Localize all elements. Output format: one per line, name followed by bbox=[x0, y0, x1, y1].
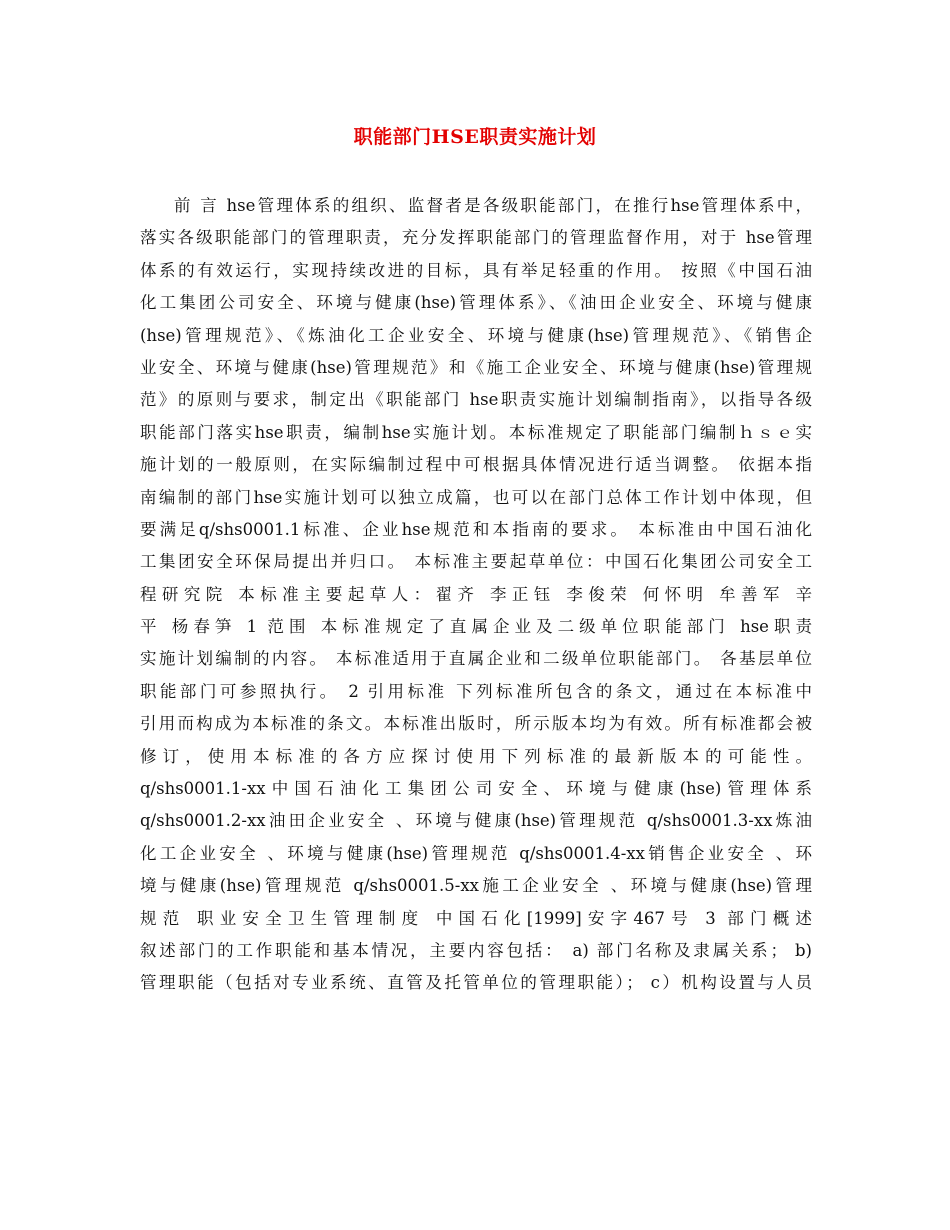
paragraph-line: 职能部门落实hse职责，编制hse实施计划。本标准规定了职能部门编制ｈｓｅ实 bbox=[140, 422, 812, 442]
paragraph-line: 叙述部门的工作职能和基本情况，主要内容包括： a) 部门名称及隶属关系； b) bbox=[140, 940, 812, 960]
paragraph-line: 境与健康(hse)管理规范 q/shs0001.5-xx施工企业安全 、环境与健康(hse)管理 bbox=[140, 876, 812, 896]
document-body bbox=[140, 190, 812, 1000]
paragraph-line: 平 杨春笋 1 范围 本标准规定了直属企业及二级单位职能部门 hse职责 bbox=[140, 617, 812, 637]
paragraph-line: 引用而构成为本标准的条文。本标准出版时，所示版本均为有效。所有标准都会被 bbox=[140, 714, 812, 734]
paragraph-line: 实施计划编制的内容。 本标准适用于直属企业和二级单位职能部门。 各基层单位 bbox=[140, 649, 812, 669]
paragraph-line: 范》的原则与要求，制定出《职能部门 hse职责实施计划编制指南》，以指导各级 bbox=[140, 390, 812, 410]
paragraph-line: 工集团安全环保局提出并归口。 本标准主要起草单位：中国石化集团公司安全工 bbox=[140, 552, 812, 572]
paragraph-line: 要满足q/shs0001.1标准、企业hse规范和本指南的要求。 本标准由中国石油化 bbox=[140, 519, 812, 539]
paragraph-line: 修订，使用本标准的各方应探讨使用下列标准的最新版本的可能性。 bbox=[140, 746, 812, 766]
paragraph-line: 落实各级职能部门的管理职责，充分发挥职能部门的管理监督作用，对于 hse管理 bbox=[140, 228, 812, 248]
paragraph-line: q/shs0001.1-xx中国石油化工集团公司安全、环境与健康(hse)管理体系 bbox=[140, 779, 812, 799]
paragraph-line: q/shs0001.2-xx油田企业安全 、环境与健康(hse)管理规范 q/shs0001.3-xx炼油 bbox=[140, 811, 812, 831]
paragraph-line: 管理职能（包括对专业系统、直管及托管单位的管理职能）； c）机构设置与人员 bbox=[140, 973, 812, 993]
paragraph-line: (hse)管理规范》、《炼油化工企业安全、环境与健康(hse)管理规范》、《销售企 bbox=[140, 325, 812, 345]
paragraph-line: 职能部门可参照执行。 2 引用标准 下列标准所包含的条文，通过在本标准中 bbox=[140, 681, 812, 701]
paragraph-line: 业安全、环境与健康(hse)管理规范》和《施工企业安全、环境与健康(hse)管理规 bbox=[140, 357, 812, 377]
paragraph-line: 南编制的部门hse实施计划可以独立成篇，也可以在部门总体工作计划中体现，但 bbox=[140, 487, 812, 507]
paragraph-line: 化工集团公司安全、环境与健康(hse)管理体系》、《油田企业安全、环境与健康 bbox=[140, 293, 812, 313]
paragraph-line: 前 言 hse管理体系的组织、监督者是各级职能部门，在推行hse管理体系中， bbox=[174, 196, 812, 215]
paragraph-line: 施计划的一般原则，在实际编制过程中可根据具体情况进行适当调整。 依据本指 bbox=[140, 455, 812, 475]
document-title: 职能部门HSE职责实施计划 bbox=[353, 126, 597, 148]
paragraph-line: 程研究院 本标准主要起草人：翟齐 李正钰 李俊荣 何怀明 牟善军 辛 bbox=[140, 584, 812, 604]
paragraph-line: 化工企业安全 、环境与健康(hse)管理规范 q/shs0001.4-xx销售企业安全 、环 bbox=[140, 843, 812, 863]
paragraph-line: 规范 职业安全卫生管理制度 中国石化[1999]安字467号 3 部门概述 bbox=[140, 908, 812, 928]
paragraph-line: 体系的有效运行，实现持续改进的目标，具有举足轻重的作用。 按照《中国石油 bbox=[140, 260, 812, 280]
